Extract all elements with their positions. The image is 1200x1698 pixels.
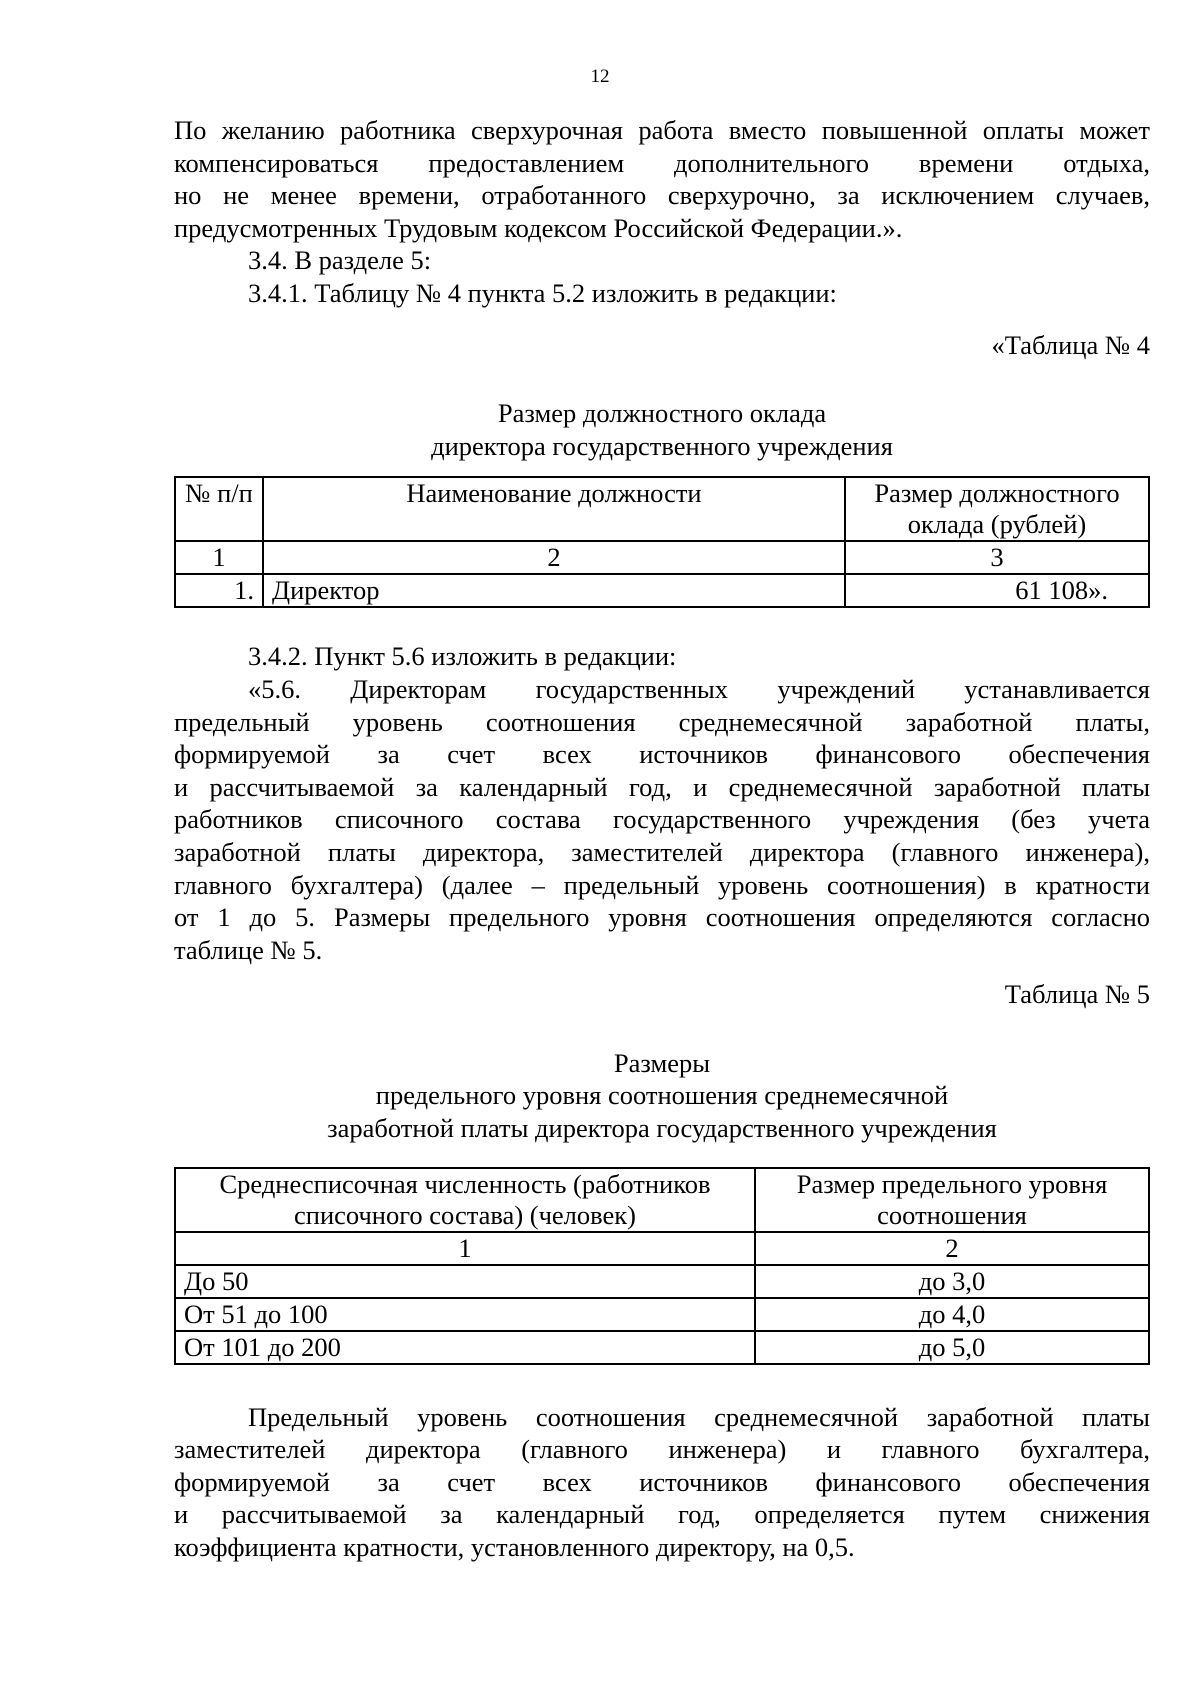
clause-5-6 xyxy=(174,673,1150,966)
column-number: 1 xyxy=(175,1232,755,1265)
text-line: таблице № 5. xyxy=(174,934,323,965)
section-3-4-1: 3.4.1. Таблицу № 4 пункта 5.2 изложить в редакции: xyxy=(248,277,837,308)
table5-title-line3: заработной платы директора государственного учреждения xyxy=(327,1113,997,1144)
text-line: предусмотренных Трудовым кодексом Российской Федерации.». xyxy=(174,212,903,243)
column-number: 2 xyxy=(755,1232,1149,1265)
table4-label: «Таблица № 4 xyxy=(991,329,1150,360)
header-cell: Размер предельного уровня соотношения xyxy=(755,1168,1149,1232)
table5-title-line1: Размеры xyxy=(613,1047,711,1078)
row-number: 1. xyxy=(175,574,263,607)
table-header-row xyxy=(175,477,1149,541)
table4-title-line1: Размер должностного оклада xyxy=(497,398,827,429)
text-line: и рассчитываемой за календарный год, определяется путем снижения xyxy=(174,1499,1150,1530)
text-line: но не менее времени, отработанного сверхурочно, за исключением случаев, xyxy=(174,180,1150,211)
column-number-row xyxy=(175,541,1149,574)
text-line: коэффициента кратности, установленного директору, на 0,5. xyxy=(174,1532,855,1563)
section-3-4-2: 3.4.2. Пункт 5.6 изложить в редакции: xyxy=(248,641,677,672)
header-cell: Среднесписочная численность (работников списочного состава) (человек) xyxy=(175,1168,755,1232)
text-line: компенсироваться предоставлением дополнительного времени отдыха, xyxy=(174,147,1150,178)
text-line: от 1 до 5. Размеры предельного уровня соотношения определяются согласно xyxy=(174,902,1150,933)
table-row xyxy=(175,1298,1149,1331)
text-line: работников списочного состава государственного учреждения (без учета xyxy=(174,804,1150,835)
position-name: Директор xyxy=(263,574,845,607)
text-line: заместителей директора (главного инженера) и главного бухгалтера, xyxy=(174,1434,1150,1465)
text-line: «5.6. Директорам государственных учреждений устанавливается xyxy=(248,673,1150,704)
section-3-4: 3.4. В разделе 5: xyxy=(248,245,432,276)
intro-paragraph xyxy=(174,114,1150,244)
text-line: формируемой за счет всех источников финансового обеспечения xyxy=(174,739,1150,770)
salary-value: 61 108». xyxy=(845,574,1149,607)
ratio-value: до 5,0 xyxy=(755,1331,1149,1364)
table4 xyxy=(174,476,1150,608)
column-number: 2 xyxy=(263,541,845,574)
text-line: заработной платы директора, заместителей директора (главного инженера), xyxy=(174,836,1150,867)
header-cell: № п/п xyxy=(175,477,263,541)
table-row xyxy=(175,1265,1149,1298)
table-row xyxy=(175,574,1149,607)
text-line: Предельный уровень соотношения среднемесячной заработной платы xyxy=(248,1401,1150,1432)
table-row xyxy=(175,1331,1149,1364)
headcount-range: От 51 до 100 xyxy=(175,1298,755,1331)
table5-label: Таблица № 5 xyxy=(1004,979,1150,1010)
text-line: По желанию работника сверхурочная работа вместо повышенной оплаты может xyxy=(174,115,1150,145)
column-number: 3 xyxy=(845,541,1149,574)
table4-title-line2: директора государственного учреждения xyxy=(431,430,893,461)
ratio-value: до 4,0 xyxy=(755,1298,1149,1331)
headcount-range: До 50 xyxy=(175,1265,755,1298)
header-cell: Наименование должности xyxy=(263,477,845,541)
text-line: главного бухгалтера) (далее – предельный уровень соотношения) в кратности xyxy=(174,869,1150,900)
column-number: 1 xyxy=(175,541,263,574)
ratio-value: до 3,0 xyxy=(755,1265,1149,1298)
column-number-row xyxy=(175,1232,1149,1265)
table-header-row xyxy=(175,1168,1149,1232)
page-number: 12 xyxy=(590,66,610,87)
text-line: формируемой за счет всех источников финансового обеспечения xyxy=(174,1466,1150,1497)
table5 xyxy=(174,1167,1150,1365)
headcount-range: От 101 до 200 xyxy=(175,1331,755,1364)
text-line: и рассчитываемой за календарный год, и среднемесячной заработной платы xyxy=(174,771,1150,802)
text-line: предельный уровень соотношения среднемесячной заработной платы, xyxy=(174,706,1150,737)
document-body xyxy=(174,114,1150,1564)
closing-paragraph xyxy=(174,1401,1150,1564)
header-cell: Размер должностного оклада (рублей) xyxy=(845,477,1149,541)
table5-title-line2: предельного уровня соотношения среднемесячной xyxy=(375,1080,949,1111)
